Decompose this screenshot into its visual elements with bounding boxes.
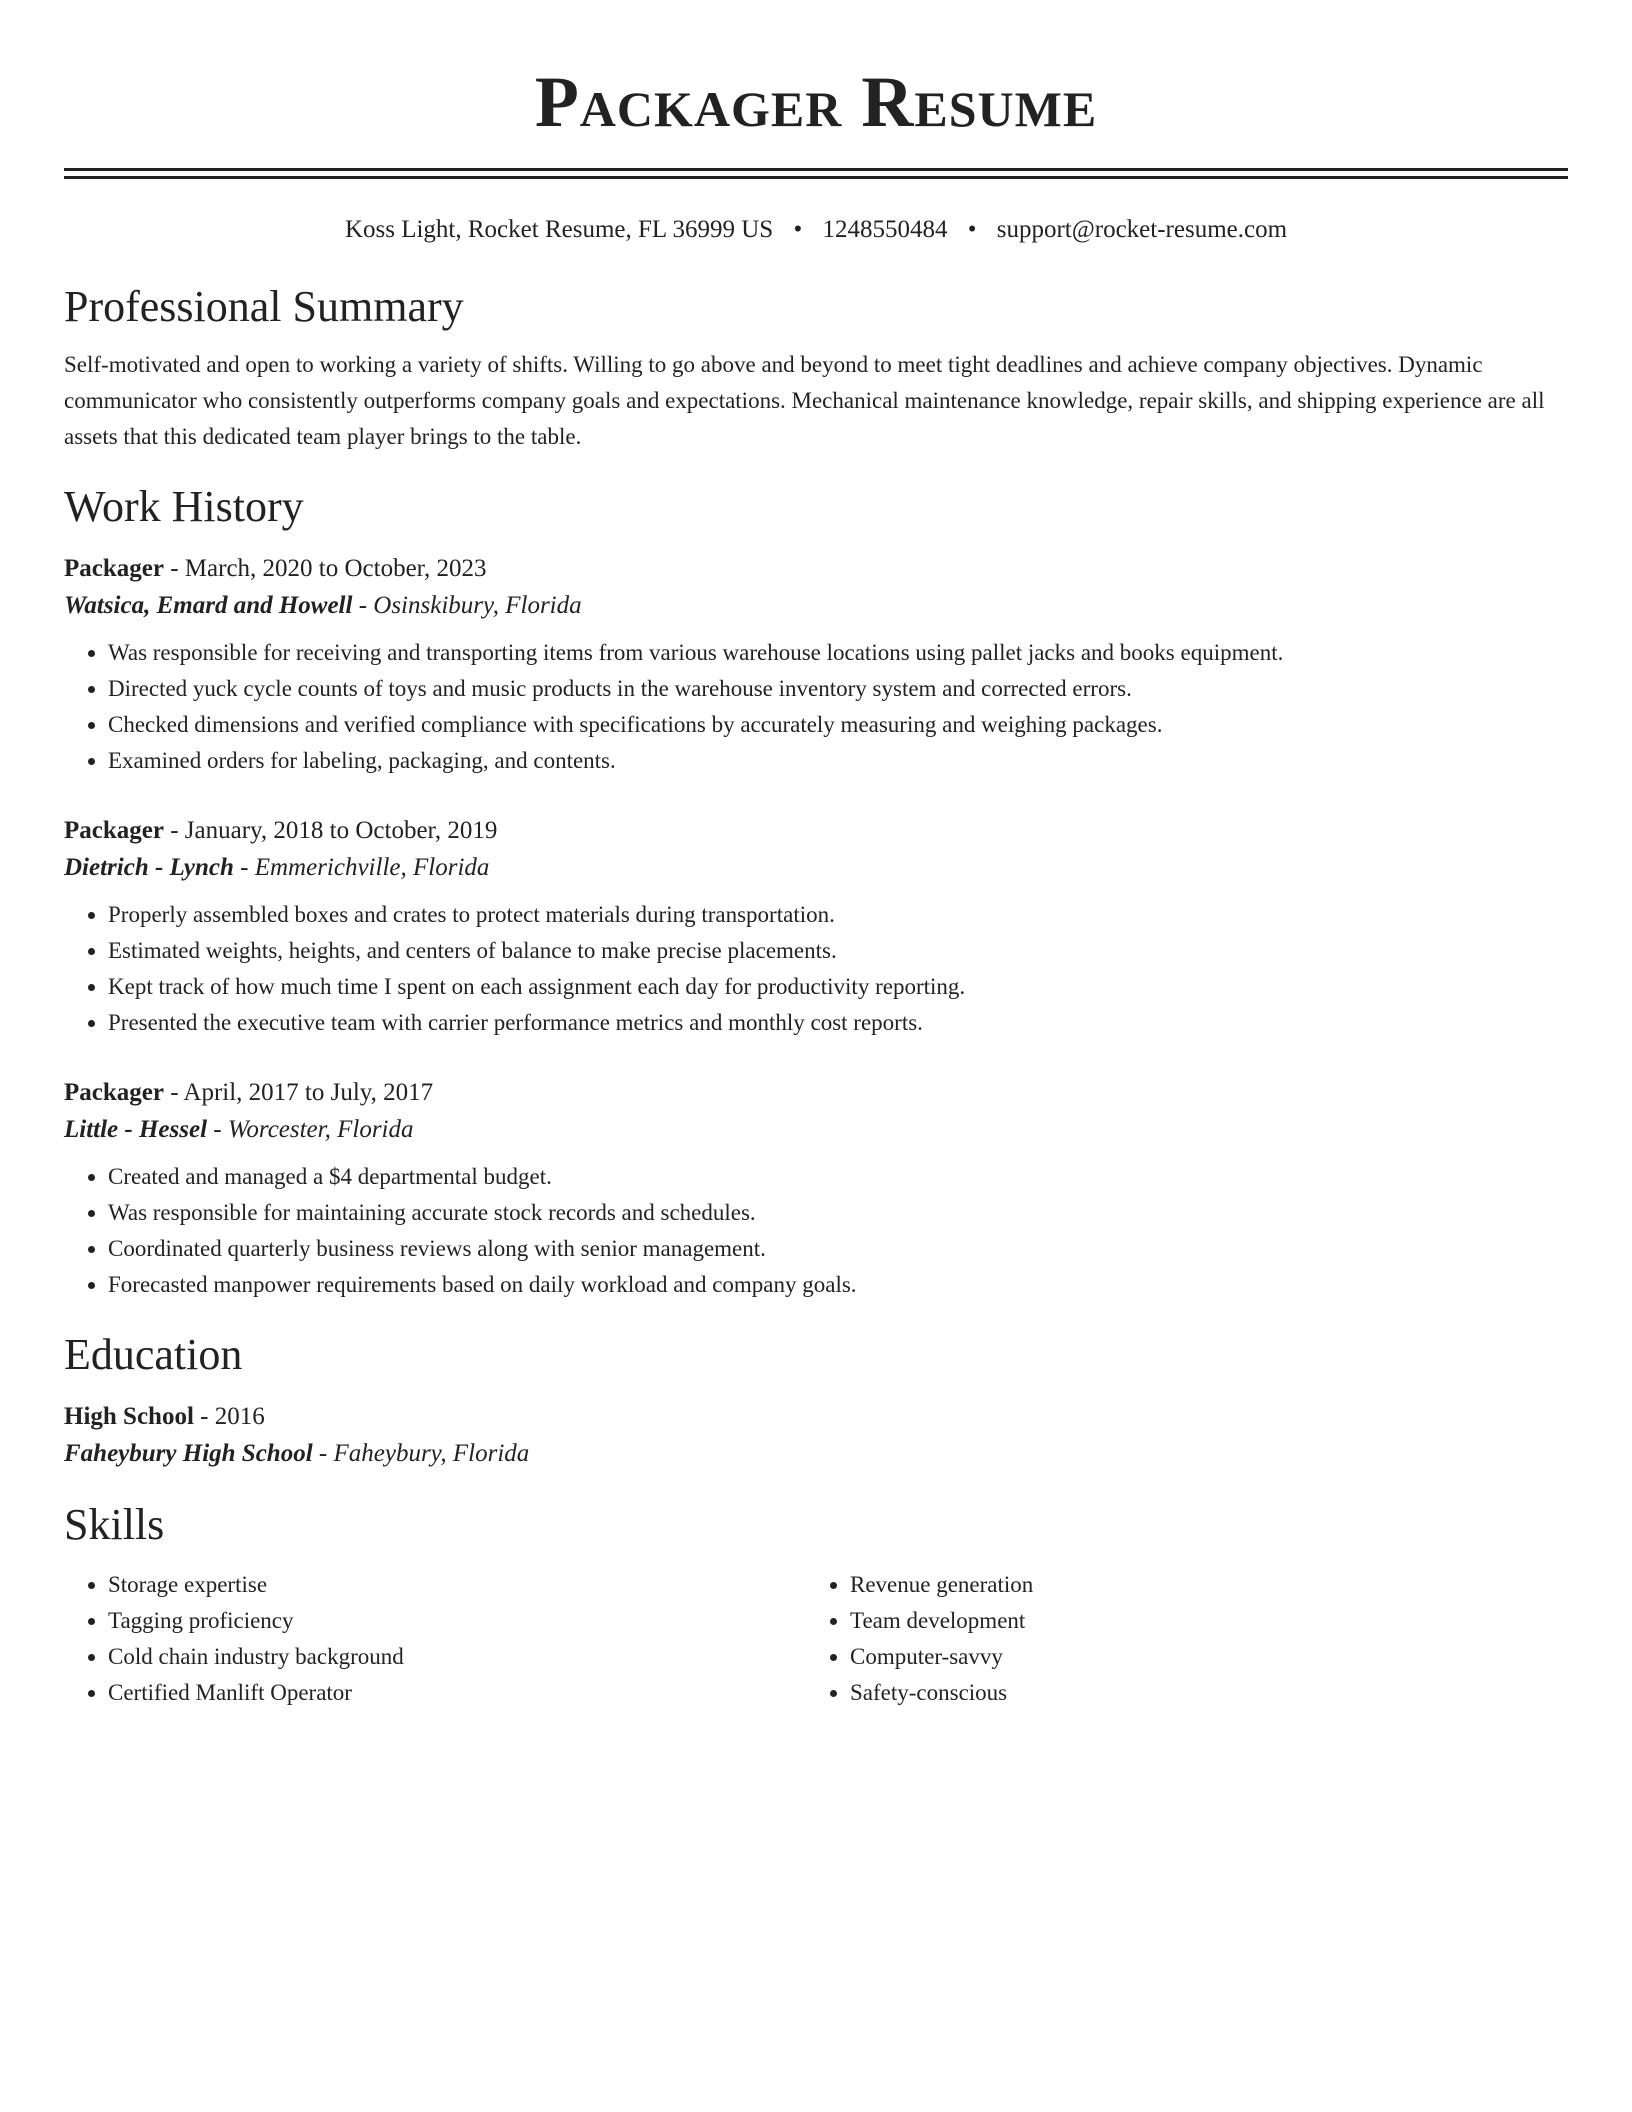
job-title-line [64, 551, 1568, 587]
job-title: Packager [64, 1079, 164, 1106]
job-location: - Worcester, Florida [207, 1116, 414, 1143]
education-entry [64, 1399, 1568, 1473]
job-title-line [64, 813, 1568, 849]
skills-heading: Skills [64, 1500, 165, 1549]
education-location: - Faheybury, Florida [312, 1440, 530, 1467]
job-bullets [64, 635, 1568, 779]
job-title-line [64, 1075, 1568, 1111]
job-dates: - January, 2018 to October, 2019 [163, 817, 498, 844]
summary-section [64, 281, 1568, 455]
skill-item: • Storage expertise [108, 1567, 806, 1603]
job-bullet: • Forecasted manpower requirements based on daily workload and company goals. [108, 1267, 1568, 1303]
job-dates: - March, 2020 to October, 2023 [163, 555, 487, 582]
job-bullet: • Properly assembled boxes and crates to protect materials during transportation. [108, 897, 1568, 933]
job-bullet: • Estimated weights, heights, and centers of balance to make precise placements. [108, 933, 1568, 969]
skill-item: • Safety-conscious [850, 1675, 1548, 1711]
job-bullets [64, 897, 1568, 1041]
resume-title: Packager Resume [534, 62, 1098, 142]
contact-phone: 1248550484 [822, 216, 948, 243]
job-company-line [64, 1111, 1568, 1149]
job-bullet: • Was responsible for maintaining accurate stock records and schedules. [108, 1195, 1568, 1231]
education-degree-line [64, 1399, 1568, 1435]
contact-separator: • [793, 216, 803, 243]
job-bullet: • Was responsible for receiving and transporting items from various warehouse locations using pallet jacks and books equipment. [108, 635, 1568, 671]
education-school-line [64, 1435, 1568, 1473]
education-degree: High School [64, 1403, 194, 1430]
job-company: Little - Hessel [64, 1116, 208, 1143]
contact-email: support@rocket-resume.com [996, 216, 1288, 243]
job-title: Packager [64, 817, 164, 844]
job-dates: - April, 2017 to July, 2017 [163, 1079, 434, 1106]
job-company: Watsica, Emard and Howell [64, 592, 353, 619]
skill-item: • Cold chain industry background [108, 1639, 806, 1675]
contact-line [64, 213, 1568, 247]
job-bullets [64, 1159, 1568, 1303]
job-bullet: • Kept track of how much time I spent on each assignment each day for productivity reporting. [108, 969, 1568, 1005]
job-location: - Emmerichville, Florida [233, 854, 490, 881]
contact-address: Koss Light, Rocket Resume, FL 36999 US [344, 216, 774, 243]
contact-separator: • [967, 216, 977, 243]
job-bullet: • Checked dimensions and verified compliance with specifications by accurately measuring and weighing packages. [108, 707, 1568, 743]
skill-item: • Revenue generation [850, 1567, 1548, 1603]
skills-column-left [64, 1567, 806, 1711]
job-entry [64, 1075, 1568, 1303]
job-bullet: • Created and managed a $4 departmental budget. [108, 1159, 1568, 1195]
education-section [64, 1329, 1568, 1473]
skills-section [64, 1499, 1568, 1711]
job-bullet: • Directed yuck cycle counts of toys and music products in the warehouse inventory system and corrected errors. [108, 671, 1568, 707]
job-location: - Osinskibury, Florida [352, 592, 582, 619]
job-company-line [64, 849, 1568, 887]
education-school: Faheybury High School [64, 1440, 313, 1467]
work-history-section [64, 481, 1568, 1303]
job-entry [64, 813, 1568, 1041]
skills-grid [64, 1567, 1568, 1711]
job-company: Dietrich - Lynch [64, 854, 234, 881]
skill-item: • Team development [850, 1603, 1548, 1639]
job-bullet: • Presented the executive team with carrier performance metrics and monthly cost reports. [108, 1005, 1568, 1041]
education-year: - 2016 [193, 1403, 265, 1430]
job-title: Packager [64, 555, 164, 582]
job-bullet: • Examined orders for labeling, packaging, and contents. [108, 743, 1568, 779]
skill-item: • Tagging proficiency [108, 1603, 806, 1639]
summary-heading: Professional Summary [64, 282, 464, 331]
job-company-line [64, 587, 1568, 625]
summary-text: Self-motivated and open to working a variety of shifts. Willing to go above and beyond to meet tight deadlines and achieve company objectives. Dynamic communicator who consistently outperforms company goals and expectations. Mechanical maintenance knowledge, repair skills, and shipping experience are all assets that this dedicated team player brings to the table. [64, 352, 1545, 449]
skill-item: • Certified Manlift Operator [108, 1675, 806, 1711]
title-double-rule [64, 168, 1568, 179]
job-bullet: • Coordinated quarterly business reviews along with senior management. [108, 1231, 1568, 1267]
work-history-heading: Work History [64, 482, 304, 531]
skill-item: • Computer-savvy [850, 1639, 1548, 1675]
education-heading: Education [64, 1330, 243, 1379]
skills-column-right [806, 1567, 1548, 1711]
job-entry [64, 551, 1568, 779]
